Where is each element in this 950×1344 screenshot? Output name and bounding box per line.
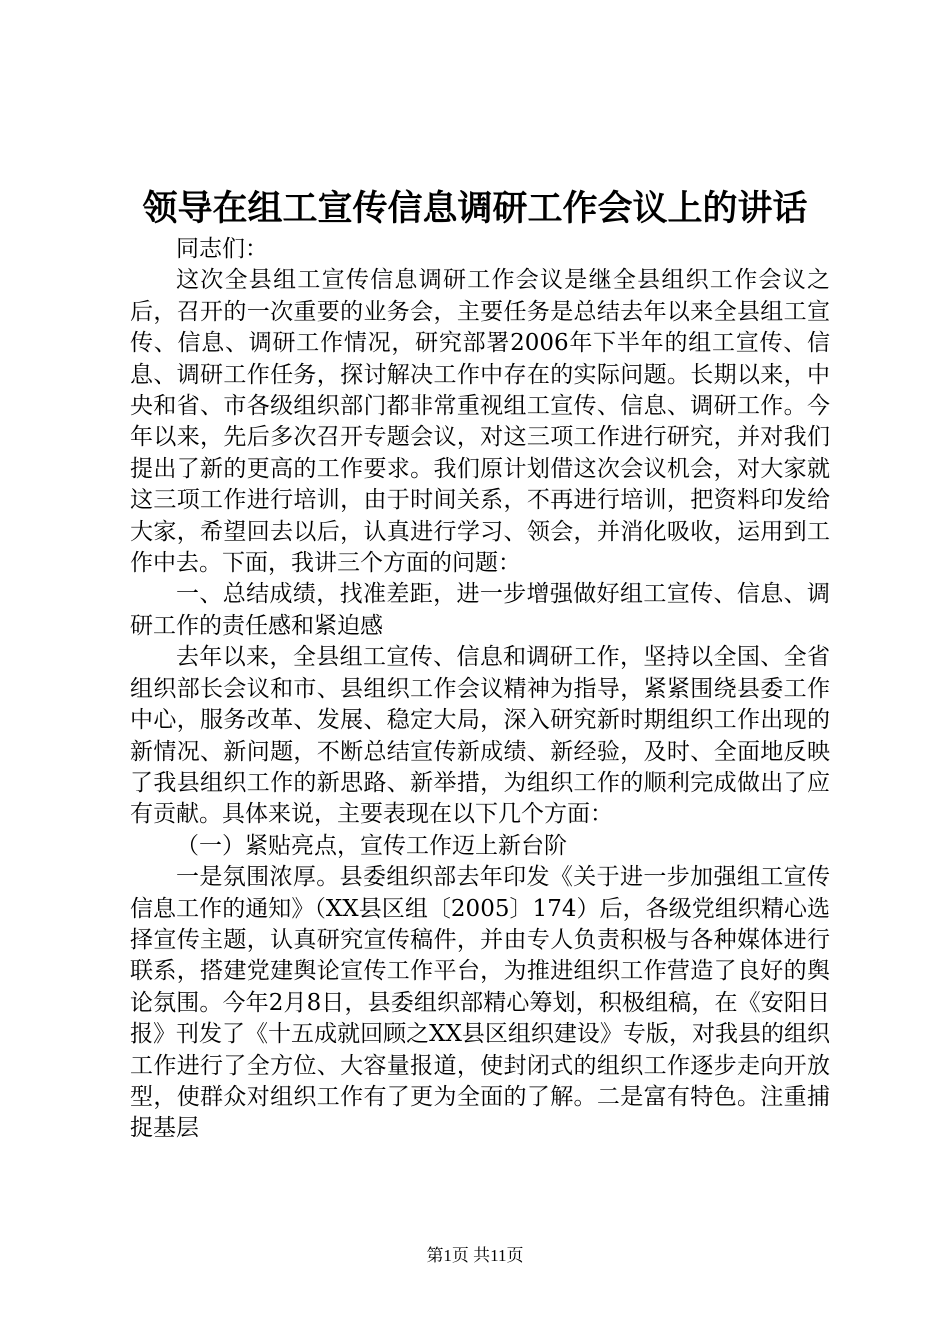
document-body [130,234,830,1145]
body-paragraph: 这次全县组工宣传信息调研工作会议是继全县组织工作会议之后，召开的一次重要的业务会，主要任务是总结去年以来全县组工宣传、信息、调研工作情况，研究部署2006年下半年的组工宣传、信息、调研工作任务，探讨解决工作中存在的实际问题。长期以来，中央和省、市各级组织部门都非常重视组工宣传、信息、调研工作。今年以来，先后多次召开专题会议，对这三项工作进行研究，并对我们提出了新的更高的工作要求。我们原计划借这次会议机会，对大家就这三项工作进行培训，由于时间关系，不再进行培训，把资料印发给大家，希望回去以后，认真进行学习、领会，并消化吸收，运用到工作中去。下面，我讲三个方面的问题： [130,267,830,577]
subsection-heading: （一）紧贴亮点，宣传工作迈上新台阶 [176,832,567,859]
section-heading: 一、总结成绩，找准差距，进一步增强做好组工宣传、信息、调研工作的责任感和紧迫感 [130,581,830,639]
salutation-paragraph: 同志们： [176,236,268,262]
body-paragraph: 去年以来，全县组工宣传、信息和调研工作，坚持以全国、全省组织部长会议和市、县组织工作会议精神为指导，紧紧围绕县委工作中心，服务改革、发展、稳定大局，深入研究新时期组织工作出现的新情况、新问题，不断总结宣传新成绩、新经验，及时、全面地反映了我县组织工作的新思路、新举措，为组织工作的顺利完成做出了应有贡献。具体来说，主要表现在以下几个方面： [130,644,830,828]
body-paragraph: 一是氛围浓厚。县委组织部去年印发《关于进一步加强组工宣传信息工作的通知》（XX县区组〔2005〕174）后，各级党组织精心选择宣传主题，认真研究宣传稿件，并由专人负责积极与各种媒体进行联系，搭建党建舆论宣传工作平台，为推进组织工作营造了良好的舆论氛围。今年2月8日，县委组织部精心筹划，积极组稿，在《安阳日报》刊发了《十五成就回顾之XX县区组织建设》专版，对我县的组织工作进行了全方位、大容量报道，使封闭式的组织工作逐步走向开放型，使群众对组织工作有了更为全面的了解。二是富有特色。注重捕捉基层 [130,864,830,1142]
document-title: 领导在组工宣传信息调研工作会议上的讲话 [142,188,808,229]
page-indicator: 第1页 共11页 [426,1246,524,1265]
